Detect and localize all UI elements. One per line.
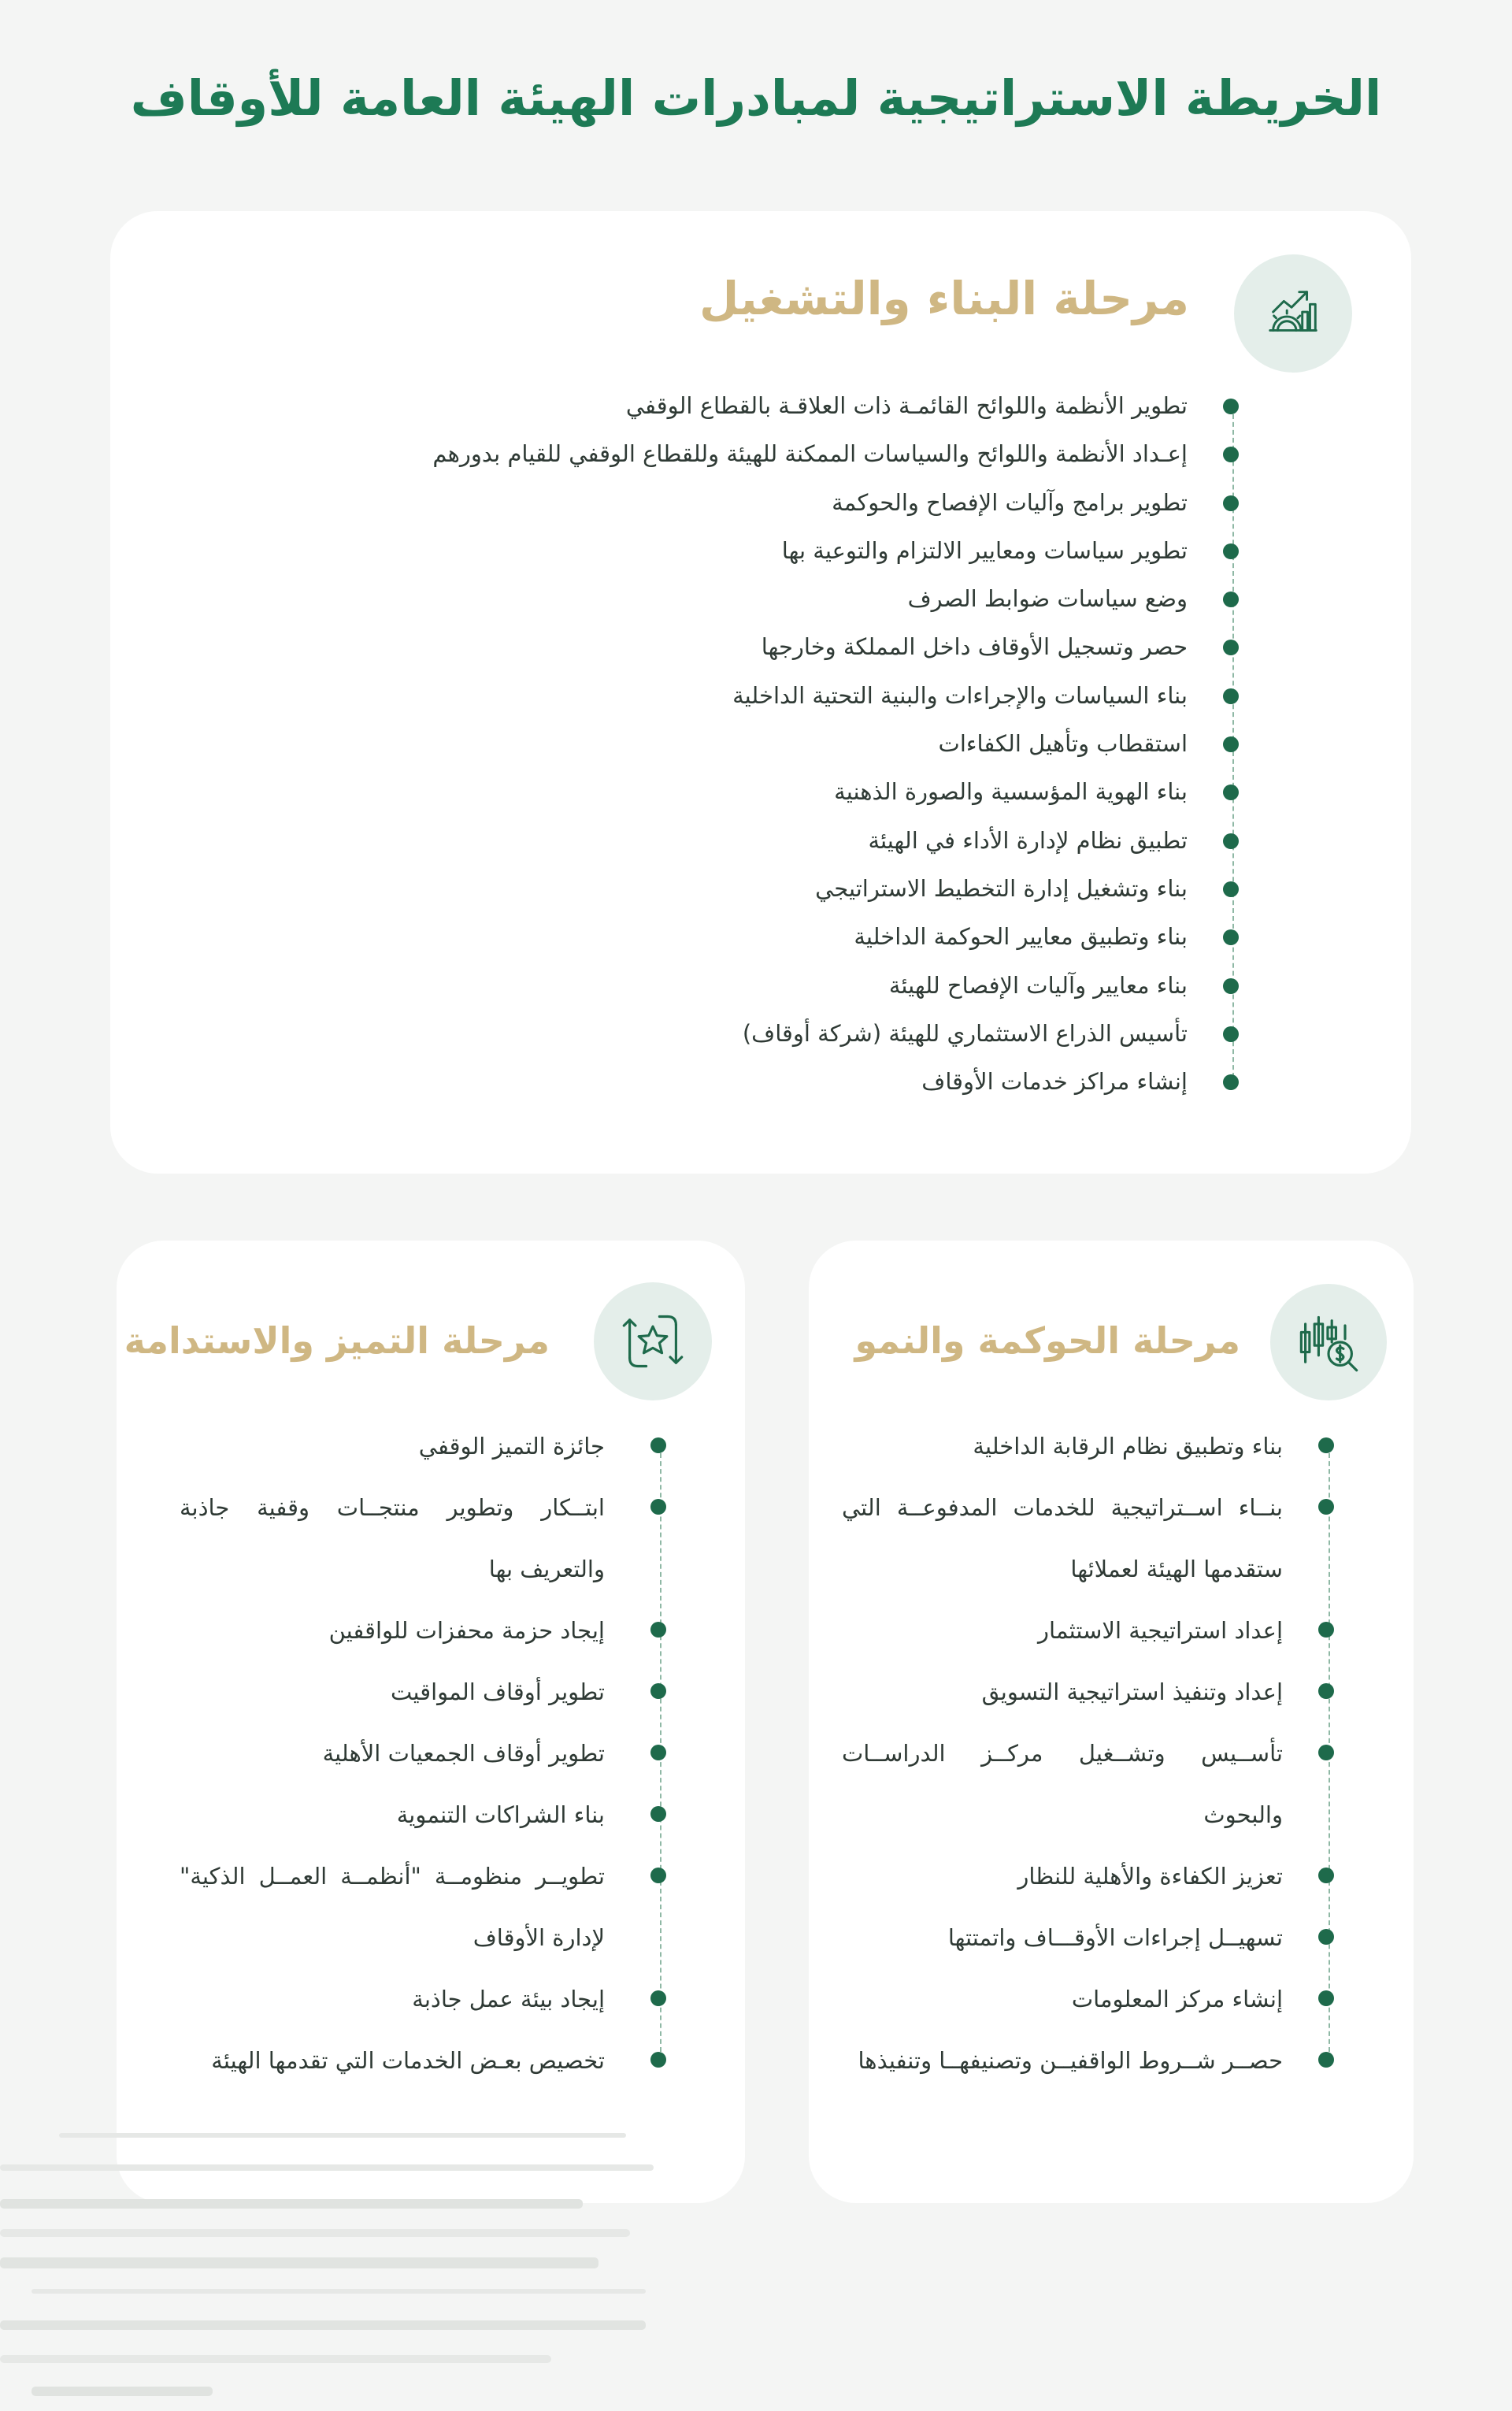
bullet-dot: [1223, 399, 1239, 414]
list-item: تطبيق نظام لإدارة الأداء في الهيئة: [164, 821, 1188, 869]
excellence-phase-list: [180, 1415, 605, 2091]
list-item: إنشاء مراكز خدمات الأوقاف: [164, 1062, 1188, 1110]
list-item: حصــر شــروط الواقفيــن وتصنيفهــا وتنفيذها: [842, 2030, 1283, 2091]
list-item: بناء معايير وآليات الإفصاح للهيئة: [164, 966, 1188, 1014]
bullet-dot: [650, 1683, 666, 1699]
list-item: بناء وتطبيق نظام الرقابة الداخلية: [842, 1415, 1283, 1477]
list-item: إيجاد بيئة عمل جاذبة: [180, 1968, 605, 2030]
list-item: تطوير أوقاف المواقيت: [180, 1661, 605, 1723]
growth-chart-gear-icon: [1262, 283, 1324, 344]
build-phase-title: مرحلة البناء والتشغيل: [699, 272, 1189, 325]
bullet-dot: [1318, 1745, 1334, 1760]
list-item: بناء الهوية المؤسسية والصورة الذهنية: [164, 772, 1188, 820]
bullet-dot: [1318, 1437, 1334, 1453]
list-item: تطوير سياسات ومعايير الالتزام والتوعية بها: [164, 531, 1188, 579]
bullet-dot: [1318, 1868, 1334, 1883]
bullet-dot: [650, 1622, 666, 1638]
bullet-dot: [650, 2052, 666, 2068]
bullet-dot: [650, 1990, 666, 2006]
list-item: ابتــكار وتطوير منتجــات وقفية جاذبة والتعريف بها: [180, 1477, 605, 1600]
governance-phase-list: [842, 1415, 1283, 2091]
excellence-phase-icon-circle: [594, 1282, 712, 1400]
bullet-dot: [1223, 688, 1239, 704]
list-item: استقطاب وتأهيل الكفاءات: [164, 724, 1188, 772]
list-item: تعزيز الكفاءة والأهلية للنظار: [842, 1845, 1283, 1907]
list-item: تأسيس الذراع الاستثماري للهيئة (شركة أوقاف): [164, 1014, 1188, 1062]
excellence-phase-title: مرحلة التميز والاستدامة: [124, 1319, 550, 1362]
list-item: إنشاء مركز المعلومات: [842, 1968, 1283, 2030]
bullet-dot: [1223, 833, 1239, 849]
bullet-dot: [1223, 736, 1239, 752]
list-item: إعـداد الأنظمة واللوائح والسياسات الممكنة للهيئة وللقطاع الوقفي للقيام بدورهم: [164, 434, 1188, 482]
bullet-dot: [1318, 2052, 1334, 2068]
list-item: إيجاد حزمة محفزات للواقفين: [180, 1600, 605, 1661]
bullet-dot: [1318, 1499, 1334, 1515]
build-phase-list: [164, 386, 1188, 1110]
bullet-dot: [1318, 1622, 1334, 1638]
decorative-lines: [0, 2127, 709, 2411]
list-item: إعداد استراتيجية الاستثمار: [842, 1600, 1283, 1661]
bullet-dot: [1223, 1026, 1239, 1042]
bullet-dot: [1318, 1990, 1334, 2006]
list-item: تخصيص بعـض الخدمات التي تقدمها الهيئة: [180, 2030, 605, 2091]
list-item: بناء وتشغيل إدارة التخطيط الاستراتيجي: [164, 869, 1188, 917]
bullet-dot: [1223, 495, 1239, 511]
list-item: تطوير برامج وآليات الإفصاح والحوكمة: [164, 483, 1188, 531]
candlestick-dollar-search-icon: [1295, 1309, 1362, 1375]
list-item: حصر وتسجيل الأوقاف داخل المملكة وخارجها: [164, 627, 1188, 675]
star-cycle-arrows-icon: [620, 1308, 686, 1374]
bullet-dot: [1223, 543, 1239, 559]
bullet-dot: [650, 1437, 666, 1453]
bullet-dot: [1223, 978, 1239, 994]
governance-phase-title: مرحلة الحوكمة والنمو: [854, 1319, 1240, 1362]
bullet-dot: [1318, 1683, 1334, 1699]
list-item: تسهيــل إجراءات الأوقـــاف واتمتتها: [842, 1907, 1283, 1968]
list-item: تطويــر منظومــة "أنظمــة العمــل الذكية" لإدارة الأوقاف: [180, 1845, 605, 1968]
list-item: وضع سياسات ضوابط الصرف: [164, 579, 1188, 627]
list-item: تطوير الأنظمة واللوائح القائمـة ذات العلاقـة بالقطاع الوقفي: [164, 386, 1188, 434]
list-item: جائزة التميز الوقفي: [180, 1415, 605, 1477]
list-item: بناء وتطبيق معايير الحوكمة الداخلية: [164, 917, 1188, 965]
list-item: تأســيس وتشــغيل مركــز الدراســات والبحوث: [842, 1723, 1283, 1845]
list-item: بنــاء اســتراتيجية للخدمات المدفوعــة التي ستقدمها الهيئة لعملائها: [842, 1477, 1283, 1600]
list-item: بناء السياسات والإجراءات والبنية التحتية الداخلية: [164, 676, 1188, 724]
bullet-dot: [650, 1499, 666, 1515]
bullet-dot: [650, 1806, 666, 1822]
page-title: الخريطة الاستراتيجية لمبادرات الهيئة العامة للأوقاف: [130, 69, 1382, 127]
bullet-dot: [1223, 881, 1239, 897]
bullet-dot: [650, 1745, 666, 1760]
bullet-dot: [650, 1868, 666, 1883]
bullet-dot: [1318, 1929, 1334, 1945]
list-item: إعداد وتنفيذ استراتيجية التسويق: [842, 1661, 1283, 1723]
build-phase-icon-circle: [1234, 254, 1352, 373]
governance-phase-icon-circle: [1270, 1284, 1387, 1400]
list-item: تطوير أوقاف الجمعيات الأهلية: [180, 1723, 605, 1784]
list-item: بناء الشراكات التنموية: [180, 1784, 605, 1845]
